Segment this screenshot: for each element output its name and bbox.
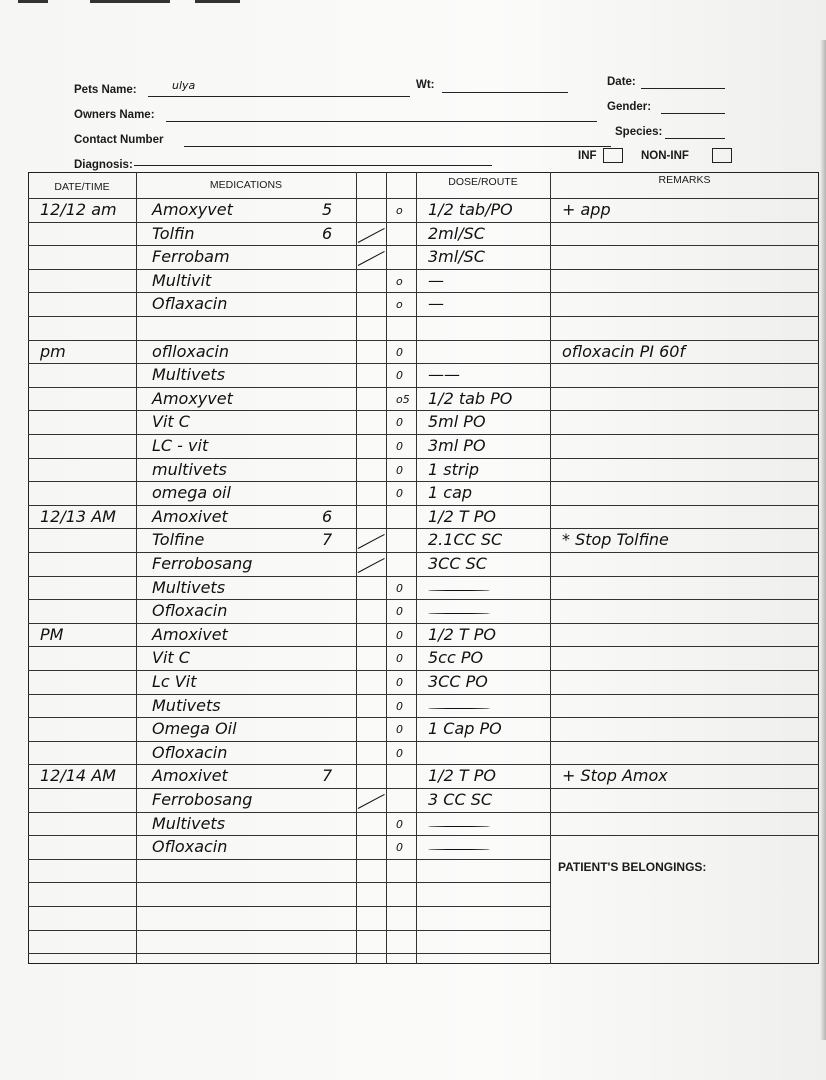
entry-check-mark: 0 — [396, 723, 403, 737]
table-row-divider — [28, 599, 819, 600]
entry-check-mark: 0 — [396, 676, 403, 689]
date-line — [641, 88, 725, 89]
entry-medication: Multivets — [152, 813, 226, 833]
dose-route-header: DOSE/ROUTE — [448, 176, 518, 188]
entry-dose-route: 3 CC SC — [428, 790, 493, 809]
entry-dose-route: — — [428, 294, 444, 314]
entry-datetime: PM — [40, 624, 64, 644]
entry-check-mark: o — [396, 274, 403, 288]
inf-checkbox[interactable] — [603, 148, 623, 163]
entry-medication: Ferrobosang — [152, 790, 253, 809]
entry-dose-squiggle — [428, 708, 490, 709]
entry-check-mark: 0 — [396, 605, 403, 619]
entry-check-mark: 0 — [396, 487, 403, 501]
entry-check-mark: 0 — [396, 652, 403, 666]
table-header-divider — [28, 198, 819, 199]
table-row-divider — [28, 859, 550, 860]
entry-dose-route: — — [428, 270, 444, 290]
entry-dose-squiggle — [428, 590, 490, 591]
remarks-header: REMARKS — [658, 174, 711, 186]
pets-name-line — [148, 96, 410, 97]
entry-medication: Oflaxacin — [152, 294, 228, 314]
contact-number-label: Contact Number — [74, 134, 164, 146]
entry-dose-route: —— — [428, 365, 460, 385]
table-row-divider — [28, 363, 819, 364]
entry-day-count: 5 — [322, 200, 333, 219]
entry-check-mark: 0 — [396, 440, 403, 453]
entry-datetime: 12/14 AM — [40, 766, 116, 786]
table-row-divider — [28, 552, 819, 553]
entry-check-mark: 0 — [396, 699, 403, 713]
entry-medication: LC - vit — [152, 436, 209, 455]
pets-name-label: Pets Name: — [74, 84, 137, 96]
table-row-divider — [28, 646, 819, 647]
table-row-divider — [28, 764, 819, 765]
entry-medication: Ferrobam — [152, 247, 230, 267]
table-row-divider — [28, 717, 819, 718]
datetime-header: DATE/TIME — [54, 181, 110, 193]
entry-day-count: 7 — [322, 530, 333, 550]
entry-check-mark: o5 — [396, 392, 410, 406]
table-row-divider — [28, 316, 819, 317]
entry-dose-route: 1/2 T PO — [428, 766, 496, 786]
table-row-divider — [28, 222, 819, 223]
table-column-divider — [356, 172, 357, 964]
table-row-divider — [28, 812, 819, 813]
entry-medication: Mutivets — [152, 695, 221, 715]
entry-remark: * Stop Tolfine — [562, 530, 669, 550]
pets-name-value: ulya — [172, 79, 196, 92]
contact-number-line — [184, 146, 611, 147]
entry-dose-route: 1 cap — [428, 483, 473, 503]
entry-day-count: 6 — [322, 506, 333, 526]
entry-medication: Amoxivet — [152, 624, 228, 644]
entry-medication: Ofloxacin — [152, 742, 228, 762]
entry-dose-route: 1/2 tab PO — [428, 388, 513, 408]
table-row-divider — [28, 387, 819, 388]
entry-dose-route: 2ml/SC — [428, 223, 485, 243]
entry-medication: Ofloxacin — [152, 837, 228, 857]
table-row-divider — [28, 930, 550, 931]
entry-dose-route: 1/2 T PO — [428, 624, 496, 644]
table-row-divider — [28, 292, 819, 293]
entry-dose-route: 3ml PO — [428, 436, 486, 455]
table-row-divider — [28, 245, 819, 246]
table-row-divider — [28, 670, 819, 671]
diagnosis-line — [134, 165, 492, 166]
top-edge-mark — [90, 0, 170, 3]
entry-medication: oflloxacin — [152, 341, 230, 361]
entry-dose-route: 1 Cap PO — [428, 719, 502, 739]
table-column-divider — [386, 172, 387, 964]
table-row-divider — [28, 481, 819, 482]
entry-check-mark: 0 — [396, 463, 403, 477]
entry-medication: Tolfin — [152, 223, 195, 243]
table-row-divider — [28, 953, 550, 954]
gender-label: Gender: — [607, 101, 652, 113]
entry-check-mark: 0 — [396, 369, 403, 383]
entry-medication: Multivets — [152, 577, 226, 597]
table-row-divider — [28, 788, 819, 789]
entry-check-mark: 0 — [396, 416, 403, 430]
entry-check-mark: 0 — [396, 746, 403, 760]
entry-check-mark: o — [396, 298, 403, 312]
non-inf-label: NON-INF — [641, 150, 689, 162]
entry-day-count: 6 — [322, 223, 333, 243]
weight-label: Wt: — [416, 79, 435, 91]
table-row-divider — [28, 505, 819, 506]
entry-day-count: 7 — [322, 766, 333, 786]
table-row-divider — [28, 694, 819, 695]
table-row-divider — [28, 410, 819, 411]
table-row-divider — [28, 528, 819, 529]
diagnosis-label: Diagnosis: — [74, 159, 133, 171]
table-column-divider — [550, 172, 551, 964]
entry-medication: Ferrobosang — [152, 554, 253, 573]
entry-dose-route: 3ml/SC — [428, 247, 485, 267]
species-label: Species: — [615, 126, 663, 138]
entry-medication: Tolfine — [152, 530, 205, 550]
entry-check-mark: 0 — [396, 817, 403, 831]
entry-datetime: 12/13 AM — [40, 506, 116, 526]
table-row-divider — [28, 340, 819, 341]
table-column-divider — [416, 172, 417, 964]
entry-dose-route: 1/2 tab/PO — [428, 200, 513, 219]
table-column-divider — [136, 172, 137, 964]
entry-dose-squiggle — [428, 826, 490, 827]
table-row-divider — [28, 741, 819, 742]
entry-dose-route: 5ml PO — [428, 412, 486, 432]
entry-remark: + Stop Amox — [562, 766, 668, 786]
entry-dose-route: 1 strip — [428, 459, 480, 479]
entry-remark: ofloxacin PI 60f — [562, 341, 686, 361]
entry-dose-route: 5cc PO — [428, 648, 484, 668]
top-edge-mark — [195, 0, 240, 3]
entry-dose-route: 3CC SC — [428, 554, 487, 573]
entry-check-mark: 0 — [396, 841, 403, 855]
entry-medication: Vit C — [152, 648, 190, 668]
entry-medication: Ofloxacin — [152, 601, 228, 621]
table-row-divider — [28, 434, 819, 435]
entry-medication: Amoxivet — [152, 506, 228, 526]
entry-medication: Amoxyvet — [152, 200, 233, 219]
entry-check-mark: 0 — [396, 628, 403, 642]
inf-label: INF — [578, 150, 597, 162]
species-line — [665, 138, 725, 139]
table-row-divider — [28, 623, 819, 624]
table-row-divider — [28, 835, 819, 836]
entry-check-mark: o — [396, 204, 403, 217]
entry-dose-route: 2.1CC SC — [428, 530, 503, 550]
entry-medication: Lc Vit — [152, 672, 197, 691]
medication-table — [28, 172, 819, 964]
entry-check-mark: 0 — [396, 581, 403, 595]
top-edge-mark — [18, 0, 48, 3]
entry-check-mark: 0 — [396, 345, 403, 359]
table-row-divider — [28, 906, 550, 907]
patients-belongings-label: PATIENT'S BELONGINGS: — [558, 860, 707, 874]
entry-medication: Omega Oil — [152, 719, 237, 739]
entry-medication: Amoxyvet — [152, 388, 233, 408]
entry-medication: Vit C — [152, 412, 190, 432]
entry-medication: Amoxivet — [152, 766, 228, 786]
entry-datetime: 12/12 am — [40, 200, 117, 219]
table-row-divider — [28, 882, 550, 883]
entry-medication: Multivit — [152, 270, 212, 290]
entry-remark: + app — [562, 200, 611, 219]
entry-datetime: pm — [40, 341, 66, 361]
table-row-divider — [28, 458, 819, 459]
entry-medication: Multivets — [152, 365, 226, 385]
owners-name-line — [166, 121, 597, 122]
page-edge-shadow — [820, 40, 826, 1040]
entry-dose-route: 1/2 T PO — [428, 506, 496, 526]
entry-medication: multivets — [152, 459, 227, 479]
weight-line — [442, 92, 568, 93]
table-row-divider — [28, 576, 819, 577]
table-row-divider — [28, 269, 819, 270]
non-inf-checkbox[interactable] — [712, 148, 732, 163]
owners-name-label: Owners Name: — [74, 109, 155, 121]
entry-dose-route: 3CC PO — [428, 672, 488, 691]
date-label: Date: — [607, 76, 636, 88]
gender-line — [661, 113, 725, 114]
entry-medication: omega oil — [152, 483, 231, 503]
medications-header: MEDICATIONS — [209, 179, 283, 191]
